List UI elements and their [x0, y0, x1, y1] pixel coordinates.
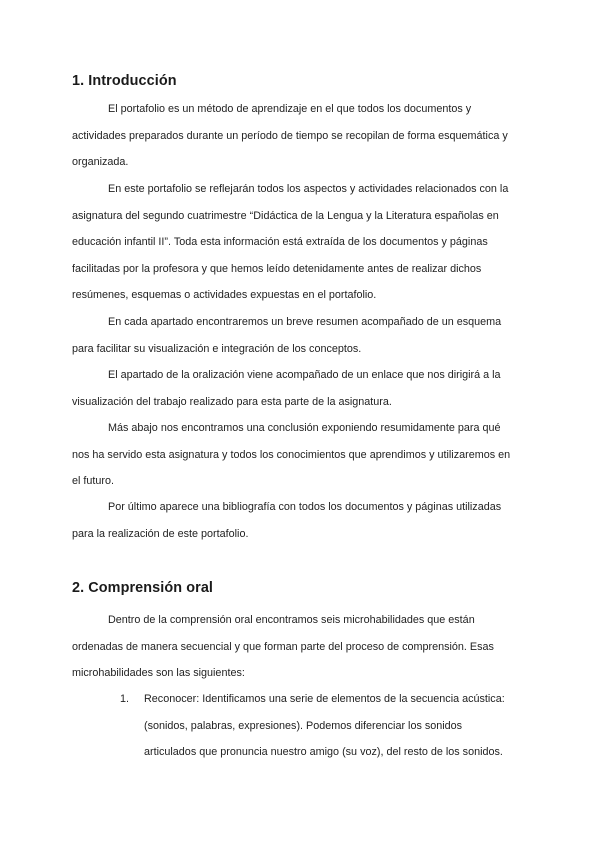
- text-line: El portafolio es un método de aprendizaje en el que todos los documentos y: [108, 103, 472, 115]
- text-line: para facilitar su visualización e integración de los conceptos.: [72, 342, 362, 355]
- text-line: En cada apartado encontraremos un breve resumen acompañado de un esquema: [108, 316, 502, 328]
- text-line: En este portafolio se reflejarán todos los aspectos y actividades relacionados con la: [108, 183, 509, 195]
- text-line: articulados que pronuncia nuestro amigo (su voz), del resto de los sonidos.: [144, 746, 503, 758]
- list-item-number: 1.: [120, 693, 130, 705]
- paragraph: [72, 96, 522, 176]
- text-line: organizada.: [72, 156, 129, 168]
- text-line: resúmenes, esquemas o actividades expuestas en el portafolio.: [72, 289, 377, 301]
- text-line: Dentro de la comprensión oral encontramos seis microhabilidades que están: [108, 614, 475, 626]
- paragraph: [72, 362, 522, 415]
- microhabilidades-list: [120, 686, 530, 766]
- text-line: microhabilidades son las siguientes:: [72, 667, 245, 679]
- list-item: [120, 686, 530, 766]
- paragraph: [72, 309, 522, 362]
- text-line: el futuro.: [72, 475, 115, 487]
- section-heading-introduccion: 1. Introducción: [72, 73, 177, 89]
- text-line: visualización del trabajo realizado para esta parte de la asignatura.: [72, 395, 392, 408]
- text-line: educación infantil II”. Toda esta información está extraída de los documentos y páginas: [72, 236, 488, 248]
- text-line: nos ha servido esta asignatura y todos los conocimientos que aprendimos y utilizaremos en: [72, 448, 511, 461]
- text-line: ordenadas de manera secuencial y que forman parte del proceso de comprensión. Esas: [72, 640, 494, 653]
- text-line: Reconocer: Identificamos una serie de elementos de la secuencia acústica:: [144, 693, 505, 705]
- text-line: Por último aparece una bibliografía con todos los documentos y páginas utilizadas: [108, 501, 502, 513]
- text-line: actividades preparados durante un período de tiempo se recopilan de forma esquemática y: [72, 129, 508, 142]
- section-heading-comprension-oral: 2. Comprensión oral: [72, 580, 214, 596]
- paragraph: [72, 415, 522, 495]
- text-line: para la realización de este portafolio.: [72, 527, 249, 540]
- text-line: facilitadas por la profesora y que hemos leído detenidamente antes de realizar dichos: [72, 262, 482, 275]
- text-line: Más abajo nos encontramos una conclusión exponiendo resumidamente para qué: [108, 422, 501, 434]
- paragraph: [72, 607, 522, 687]
- text-line: asignatura del segundo cuatrimestre “Didáctica de la Lengua y la Literatura españolas en: [72, 209, 499, 222]
- text-line: (sonidos, palabras, expresiones). Podemos diferenciar los sonidos: [144, 719, 463, 732]
- paragraph: [72, 176, 522, 309]
- paragraph: [72, 494, 522, 547]
- text-line: El apartado de la oralización viene acompañado de un enlace que nos dirigirá a la: [108, 369, 501, 381]
